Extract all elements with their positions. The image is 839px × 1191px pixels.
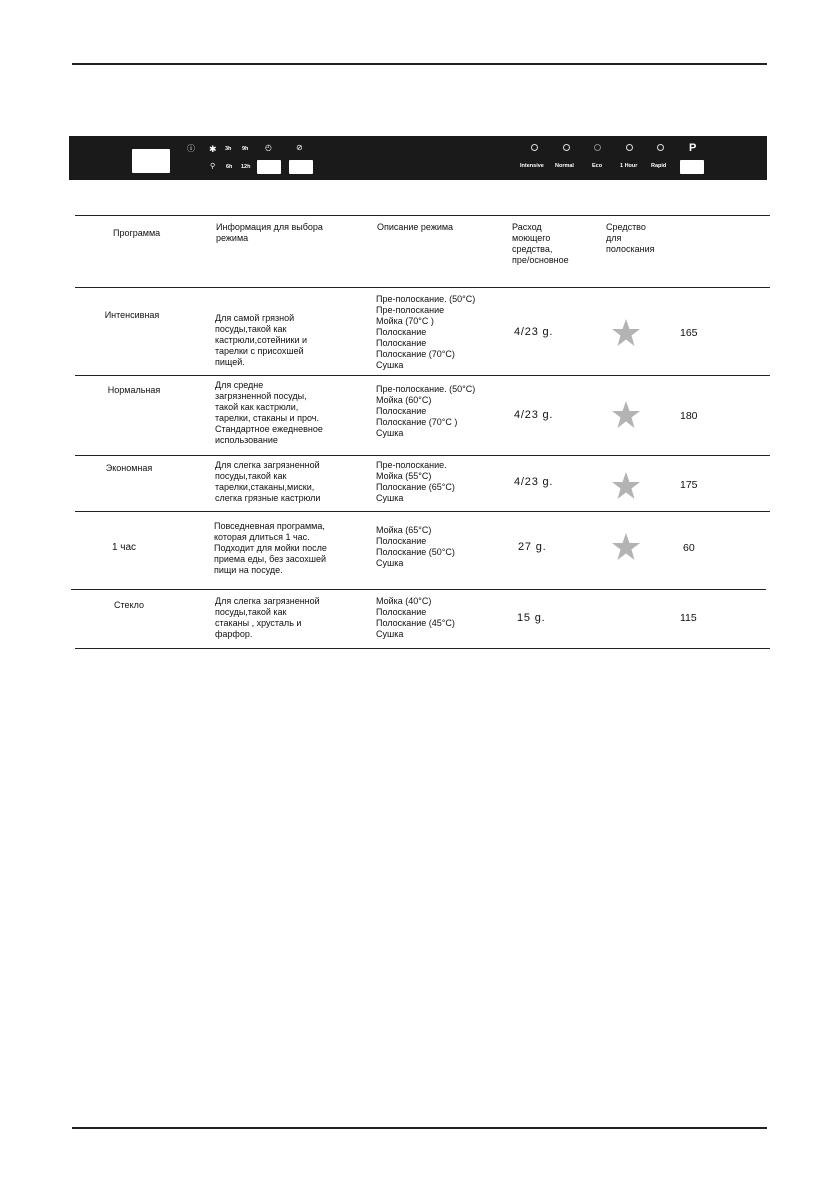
row-value: 180 [680, 410, 698, 422]
header-detergent-line: средства, [512, 244, 553, 254]
description-line: Пре-полоскание. (50°C) [376, 384, 476, 394]
info-line: тарелки с присохшей [215, 346, 304, 356]
description-line: Полоскание [376, 536, 427, 546]
description-line: Сушка [376, 428, 404, 438]
description-line: Полоскание [376, 406, 427, 416]
header-rinse-aid-line: полоскания [606, 244, 655, 254]
info-line: Для слегка загрязненной [215, 596, 320, 606]
delay-button[interactable] [257, 160, 281, 174]
description-line: Полоскание (45°C) [376, 618, 455, 628]
info-line: пищи на посуде. [214, 565, 283, 575]
delay-12h-label: 12h [241, 164, 251, 170]
info-line: пищей. [215, 357, 245, 367]
info-line: которая длиться 1 час. [214, 532, 310, 542]
info-line: посуды,такой как [215, 607, 287, 617]
rapid-indicator-icon [657, 144, 664, 151]
row-value: 60 [683, 542, 695, 554]
row-value: 175 [680, 479, 698, 491]
header-rinse-aid-line: для [606, 233, 622, 243]
info-line: фарфор. [215, 629, 253, 639]
rinse-aid-star-icon [611, 400, 641, 430]
header-program: Программа [113, 228, 161, 238]
control-panel [69, 136, 767, 180]
description-line: Пре-полоскание. [376, 460, 447, 470]
delay-6h-label: 6h [226, 164, 233, 170]
delay-clock-icon: ◴ [265, 143, 272, 152]
info-line: посуды,такой как [215, 324, 287, 334]
info-line: такой как кастрюли, [215, 402, 299, 412]
program-intensive-label: Intensive [520, 163, 544, 169]
row-value: 165 [680, 327, 698, 339]
program-rapid-label: Rapid [651, 163, 667, 169]
table-rule [75, 455, 770, 456]
info-line: Повседневная программа, [214, 521, 325, 531]
description-line: Полоскание (70°C ) [376, 417, 458, 427]
description-line: Сушка [376, 629, 404, 639]
bottom-rule [72, 1127, 767, 1129]
header-description: Описание режима [377, 222, 454, 232]
header-detergent-line: моющего [512, 233, 551, 243]
display-window [132, 149, 170, 173]
info-line: Подходит для мойки после [214, 543, 327, 553]
program-button[interactable] [680, 160, 704, 174]
table-rule [71, 589, 766, 590]
table-rule [75, 215, 770, 216]
description-line: Сушка [376, 360, 404, 370]
program-name: 1 час [111, 542, 137, 553]
header-rinse-aid-line: Средство [606, 222, 646, 232]
detergent-amount: 4/23 g. [514, 409, 554, 421]
description-line: Полоскание (70°C) [376, 349, 455, 359]
description-line: Мойка (70°C ) [376, 316, 434, 326]
program-name: Интенсивная [104, 310, 160, 320]
description-line: Мойка (65°C) [376, 525, 432, 535]
top-rule [72, 63, 767, 65]
description-line: Мойка (40°C) [376, 596, 432, 606]
description-line: Пре-полоскание. (50°C) [376, 294, 476, 304]
header-detergent-line: пре/основное [512, 255, 569, 265]
rinse-aid-star-icon [611, 532, 641, 562]
description-line: Полоскание (50°C) [376, 547, 455, 557]
power-icon[interactable]: ⓘ [187, 144, 195, 153]
table-rule [75, 648, 770, 649]
table-rule [75, 511, 770, 512]
description-line: Полоскание (65°C) [376, 482, 455, 492]
child-lock-icon: ⚲ [210, 163, 216, 170]
header-detergent-line: Расход [512, 222, 542, 232]
description-line: Сушка [376, 493, 404, 503]
program-p-label: P [689, 142, 697, 154]
detergent-amount: 27 g. [518, 541, 547, 553]
detergent-amount: 4/23 g. [514, 326, 554, 338]
info-line: тарелки,стаканы,миски, [215, 482, 315, 492]
info-line: Стандартное ежедневное [215, 424, 323, 434]
table-rule [75, 287, 770, 288]
description-line: Полоскание [376, 327, 427, 337]
detergent-amount: 4/23 g. [514, 476, 554, 488]
intensive-indicator-icon [531, 144, 538, 151]
header-info-line: Информация для выбора [216, 222, 323, 232]
rinse-aid-star-icon [611, 318, 641, 348]
description-line: Полоскание [376, 338, 427, 348]
info-line: посуды,такой как [215, 471, 287, 481]
program-name: Нормальная [107, 385, 161, 395]
info-line: Для слегка загрязненной [215, 460, 320, 470]
eco-indicator-icon [594, 144, 601, 151]
description-line: Сушка [376, 558, 404, 568]
table-rule [75, 375, 770, 376]
half-load-icon: ⊘ [296, 143, 303, 152]
rinse-aid-star-icon [611, 471, 641, 501]
program-eco-label: Eco [592, 163, 603, 169]
info-line: Для средне [215, 380, 264, 390]
program-normal-label: Normal [555, 163, 574, 169]
description-line: Мойка (55°C) [376, 471, 432, 481]
info-line: тарелки, стаканы и проч. [215, 413, 319, 423]
one-hour-indicator-icon [626, 144, 633, 151]
delay-3h-label: 3h [225, 146, 232, 152]
description-line: Мойка (60°C) [376, 395, 432, 405]
program-1hour-label: 1 Hour [620, 163, 638, 169]
detergent-amount: 15 g. [517, 612, 546, 624]
program-name: Экономная [105, 463, 153, 473]
description-line: Полоскание [376, 607, 427, 617]
info-line: Для самой грязной [215, 313, 295, 323]
info-line: использование [215, 435, 278, 445]
info-line: приема еды, без засохшей [214, 554, 327, 564]
delay-9h-label: 9h [242, 146, 249, 152]
info-line: стаканы , хрусталь и [215, 618, 302, 628]
normal-indicator-icon [563, 144, 570, 151]
header-info-line: режима [216, 233, 249, 243]
program-name: Стекло [114, 600, 144, 610]
info-line: кастрюли,сотейники и [215, 335, 308, 345]
snowflake-icon: ✱ [209, 144, 217, 154]
info-line: слегка грязные кастрюли [215, 493, 321, 503]
description-line: Пре-полоскание [376, 305, 445, 315]
row-value: 115 [680, 612, 697, 624]
info-line: загрязненной посуды, [215, 391, 307, 401]
half-load-button[interactable] [289, 160, 313, 174]
